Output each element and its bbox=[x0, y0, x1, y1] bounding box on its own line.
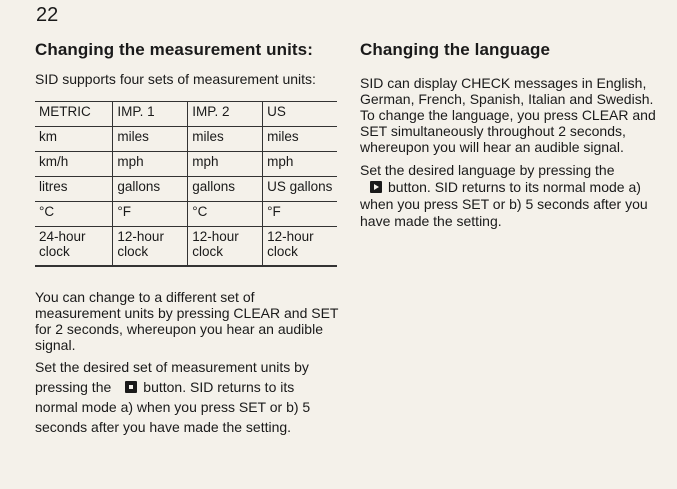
units-table-header-row bbox=[35, 102, 337, 127]
table-cell: miles bbox=[113, 127, 188, 152]
language-heading: Changing the language bbox=[360, 40, 551, 59]
measurement-units-section bbox=[35, 40, 340, 437]
table-cell: °F bbox=[263, 202, 337, 227]
table-header-cell: US bbox=[263, 102, 337, 127]
table-cell: 12-hour clock bbox=[263, 227, 337, 267]
table-cell: miles bbox=[263, 127, 337, 152]
table-row bbox=[35, 152, 337, 177]
table-header-cell: IMP. 2 bbox=[188, 102, 263, 127]
table-cell: mph bbox=[263, 152, 337, 177]
language-para2-text-after: button. SID returns to its normal mode a) when you press SET or b) 5 seconds after you have made the setting. bbox=[360, 179, 648, 229]
table-header-cell: IMP. 1 bbox=[113, 102, 188, 127]
table-cell: 12-hour clock bbox=[188, 227, 263, 267]
measurement-units-intro: SID supports four sets of measurement units: bbox=[35, 71, 316, 87]
table-cell: gallons bbox=[188, 177, 263, 202]
table-row bbox=[35, 202, 337, 227]
table-row bbox=[35, 227, 337, 267]
measurement-units-para2 bbox=[35, 357, 340, 437]
table-cell: 24-hour clock bbox=[35, 227, 113, 267]
table-cell: US gallons bbox=[263, 177, 337, 202]
page-number: 22 bbox=[36, 4, 59, 26]
para2-text-after: button. SID returns to its normal mode a) when you press SET or b) 5 seconds after you have made the setting. bbox=[35, 379, 311, 435]
language-para2-text-before: Set the desired language by pressing the bbox=[360, 162, 615, 178]
table-cell: 12-hour clock bbox=[113, 227, 188, 267]
table-cell: °C bbox=[188, 202, 263, 227]
table-cell: mph bbox=[188, 152, 263, 177]
table-cell: mph bbox=[113, 152, 188, 177]
measurement-units-para1: You can change to a different set of measurement units by pressing CLEAR and SET for 2 seconds, whereupon you hear an audible signal. bbox=[35, 289, 339, 353]
table-row bbox=[35, 177, 337, 202]
language-para2 bbox=[360, 162, 665, 230]
measurement-units-heading: Changing the measurement units: bbox=[35, 40, 313, 59]
table-cell: km/h bbox=[35, 152, 113, 177]
table-cell: gallons bbox=[113, 177, 188, 202]
square-button-icon bbox=[125, 381, 137, 393]
units-table bbox=[35, 101, 337, 267]
table-header-cell: METRIC bbox=[35, 102, 113, 127]
table-cell: miles bbox=[188, 127, 263, 152]
table-cell: °F bbox=[113, 202, 188, 227]
language-section bbox=[360, 40, 665, 230]
play-button-icon bbox=[370, 181, 382, 193]
table-cell: °C bbox=[35, 202, 113, 227]
language-para1: SID can display CHECK messages in English, German, French, Spanish, Italian and Swedish. To change the language, you press CLEAR and SET simultaneously throughout 2 seconds, whereupon you will hear an audible signal. bbox=[360, 75, 656, 155]
table-cell: litres bbox=[35, 177, 113, 202]
table-cell: km bbox=[35, 127, 113, 152]
para2-text-before: Set the desired set of measurement units by pressing the bbox=[35, 359, 309, 395]
table-row bbox=[35, 127, 337, 152]
